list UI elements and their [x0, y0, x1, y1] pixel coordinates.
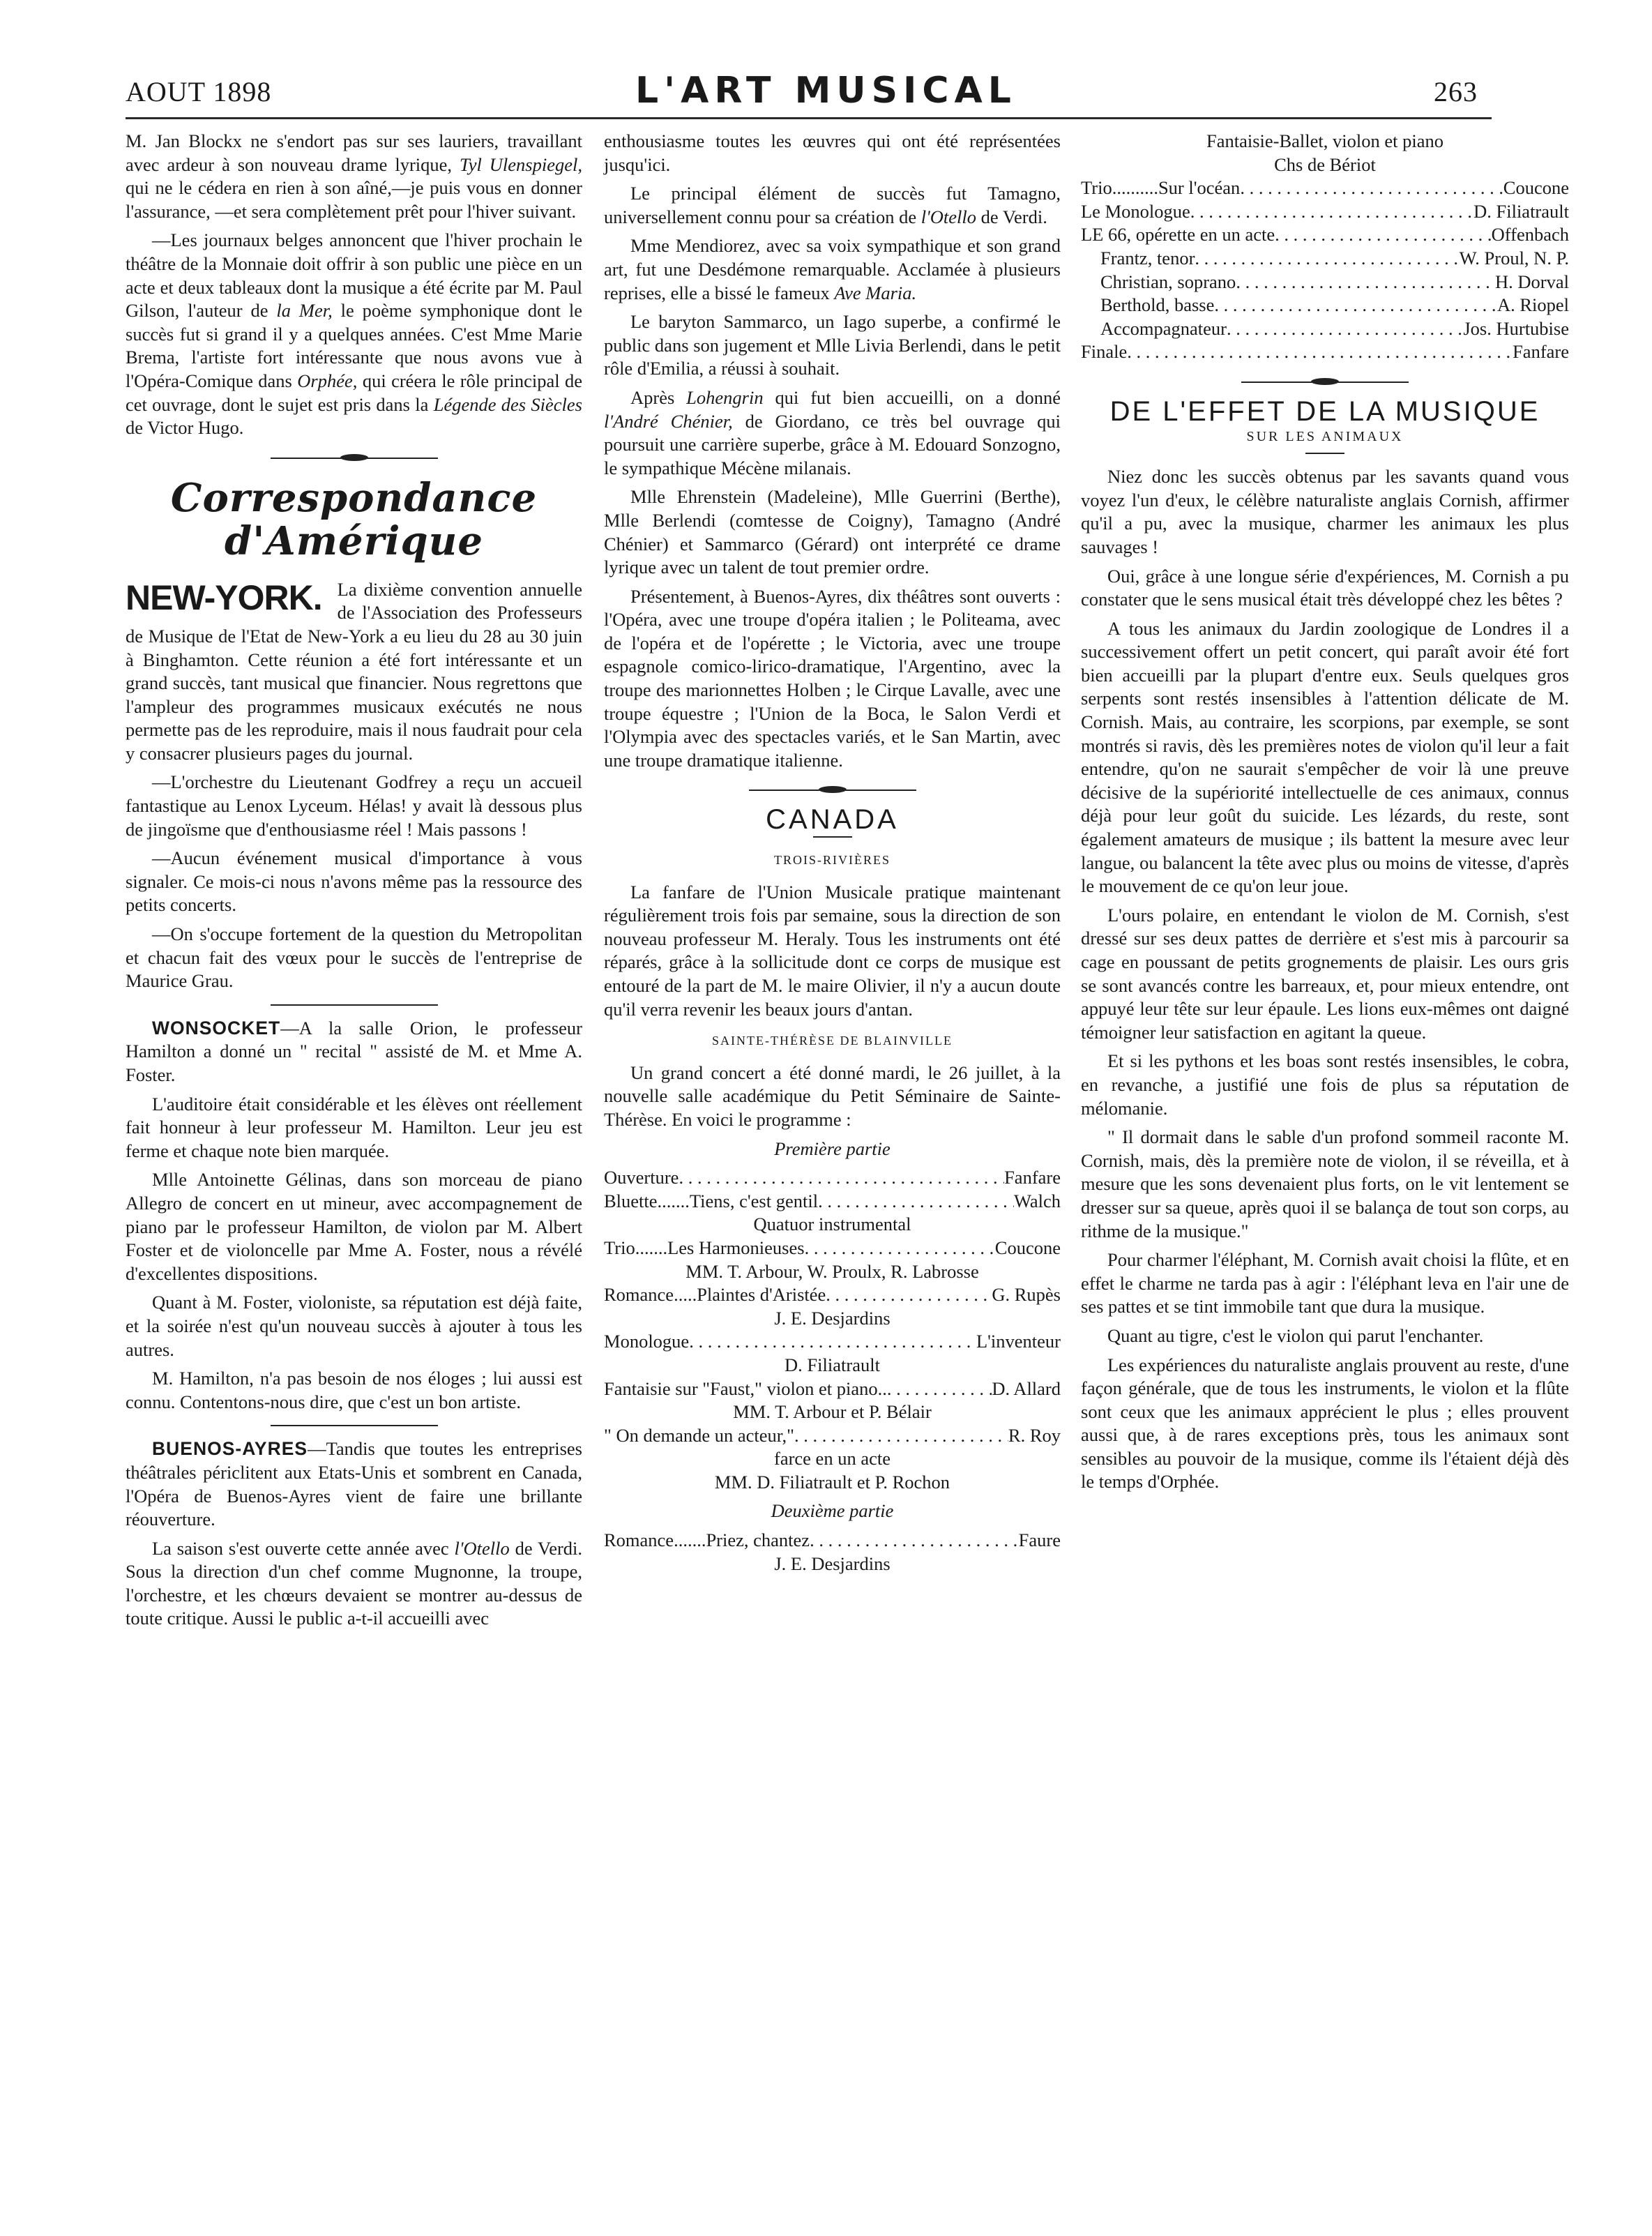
- article-subtitle: SUR LES ANIMAUX: [1246, 428, 1404, 444]
- paragraph: Présentement, à Buenos-Ayres, dix théâtres sont ouverts : l'Opéra, avec une troupe d'opéra italien ; le Politeama, avec de l'opéra et de l'opérette ; le Victoria, avec une troupe espagnole comico-lirico-dramatique, l'Argentino, avec la troupe des marionnettes Holben ; le Cirque Lavalle, avec une troupe équestre ; l'Union de la Boca, le Salon Verdi et l'Olympia avec des spectacles variés, et le San Martin, avec une troupe dramatique italienne.: [604, 585, 1061, 771]
- paragraph: —Aucun événement musical d'importance à vous signaler. Ce mois-ci nous n'avons même pas la ressource des petits concerts.: [126, 847, 582, 916]
- program-part-title: Première partie: [774, 1138, 891, 1159]
- paragraph: Mlle Antoinette Gélinas, dans son morceau de piano Allegro de concert en ut mineur, avec accompagnement de piano par le professeur Hamilton, de violon par M. Albert Foster et de violoncelle par Mme A. Foster, nous a révélé d'excellentes dispositions.: [126, 1169, 582, 1284]
- paragraph: Le baryton Sammarco, un Iago superbe, a confirmé le public dans son jugement et Mlle Livia Berlendi, dans le petit rôle d'Emilia, a réussi à souhait.: [604, 311, 1061, 379]
- program-part-title: Deuxième partie: [771, 1500, 894, 1522]
- divider: [813, 836, 852, 838]
- program-row: Frantz, tenor . . . W. Proul, N. P.: [1081, 247, 1569, 271]
- subsection-heading: TROIS-RIVIÈRES: [774, 853, 891, 868]
- article-title: DE L'EFFET DE LA MUSIQUE: [1109, 395, 1540, 427]
- paragraph: Un grand concert a été donné mardi, le 26 juillet, à la nouvelle salle académique du Petit Séminaire de Sainte-Thérèse. En voici le programme :: [604, 1062, 1061, 1130]
- paragraph: " Il dormait dans le sable d'un profond sommeil raconte M. Cornish, mais, dès la première note de violon, il se réveilla, et à mesure que les sons devenaient plus forts, on le vit lentement se dresser sur sa queue, après quoi il se balança de tout son corps, au rithme de la musique.": [1081, 1126, 1569, 1241]
- ornament-divider: [1081, 378, 1569, 386]
- paragraph: Le principal élément de succès fut Tamagno, universellement connu pour sa création de l'Otello de Verdi.: [604, 183, 1061, 227]
- page-number: 263: [1434, 76, 1478, 107]
- program-performer: Quatuor instrumental: [753, 1214, 911, 1235]
- program-performer: D. Filiatrault: [785, 1354, 880, 1375]
- paragraph: L'ours polaire, en entendant le violon de M. Cornish, s'est dressé sur ses deux pattes de derrière et s'est mis à parcourir sa cage en poussant de petits grognements de plaisir. Les ours gris se sont avancés contre les barreaux, et, pour mieux entendre, ont appuyé leur tête sur leur épaule. Les lions eux-mêmes ont daigné témoigner leur satisfaction en agitant la queue.: [1081, 904, 1569, 1043]
- paragraph: Mlle Ehrenstein (Madeleine), Mlle Guerrini (Berthe), Mlle Berlendi (comtesse de Coigny), Tamagno (André Chénier) et Sammarco (Gérard) ont interprété ce drame lyrique avec un talent de tout premier ordre.: [604, 486, 1061, 578]
- paragraph: —L'orchestre du Lieutenant Godfrey a reçu un accueil fantastique au Lenox Lyceum. Hélas! y avait là dessous plus de jingoïsme que d'enthousiasme réel ! Mais passons !: [126, 771, 582, 840]
- paragraph: Quant à M. Foster, violoniste, sa réputation est déjà faite, et la soirée n'est qu'un nouveau succès à ajouter à tous les autres.: [126, 1292, 582, 1360]
- paragraph: Niez donc les succès obtenus par les savants quand vous voyez l'un d'eux, le célèbre naturaliste anglais Cornish, affirmer qu'il a pu, avec la musique, charmer les animaux les plus sauvages !: [1081, 466, 1569, 557]
- program-row: Trio.......Les Harmonieuses . . . Coucone: [604, 1237, 1061, 1260]
- program-row: " On demande un acteur," . . . R. Roy: [604, 1424, 1061, 1448]
- paragraph: M. Hamilton, n'a pas besoin de nos éloges ; lui aussi est connu. Contentons-nous dire, que c'est un bon artiste.: [126, 1368, 582, 1412]
- paragraph: —Les journaux belges annoncent que l'hiver prochain le théâtre de la Monnaie doit offrir à son public une pièce en un acte et deux tableaux dont la musique a été écrite par M. Paul Gilson, l'auteur de la Mer, le poème symphonique dont le succès fut si grand il y a quelques années. C'est Mme Marie Brema, l'artiste fort intéressante que nous avons vue à l'Opéra-Comique dans Orphée, qui créera le rôle principal de cet ouvrage, dont le sujet est pris dans la Légende des Siècles de Victor Hugo.: [126, 229, 583, 439]
- program-row: Le Monologue . . . D. Filiatrault: [1081, 200, 1569, 224]
- ornament-divider: [604, 786, 1061, 794]
- program-performer: J. E. Desjardins: [774, 1307, 891, 1329]
- program-row: Bluette.......Tiens, c'est gentil . . . Walch: [604, 1190, 1061, 1214]
- program-row: Christian, soprano . . . H. Dorval: [1081, 271, 1569, 294]
- ornament-divider: [126, 454, 582, 462]
- paragraph: La fanfare de l'Union Musicale pratique maintenant régulièrement trois fois par semaine, sous la direction de son nouveau professeur M. Heraly. Tous les instruments ont été réparés, grâce à la sollicitude dont ce corps de musique est entouré de la part de M. le maire Olivier, il n'y a aucun doute qu'il verra revenir les beaux jours d'antan.: [604, 881, 1061, 1020]
- header-date: AOUT 1898: [126, 76, 272, 107]
- column-3: [1081, 130, 1569, 1500]
- program-row: Ouverture . . . Fanfare: [604, 1166, 1061, 1190]
- column-1: [126, 130, 582, 1636]
- paragraph: Après Lohengrin qui fut bien accueilli, on a donné l'André Chénier, de Giordano, ce très bel ouvrage qui poursuit une carrière superbe, grâce à M. Edouard Sonzogno, le sympathique Mécène milanais.: [604, 386, 1061, 478]
- paragraph: BUENOS-AYRES—Tandis que toutes les entreprises théâtrales périclitent aux Etats-Unis et sombrent en Canada, l'Opéra de Buenos-Ayres vient de faire une brillante réouverture.: [126, 1438, 582, 1530]
- header-rule: [126, 117, 1492, 119]
- program-performer: farce en un acte: [774, 1448, 891, 1470]
- program-performer: MM. D. Filiatrault et P. Rochon: [714, 1471, 950, 1493]
- program-performer: MM. T. Arbour, W. Proulx, R. Labrosse: [685, 1260, 979, 1282]
- paragraph: A tous les animaux du Jardin zoologique de Londres il a successivement offert un petit concert, qui paraît avoir été fort bien accueilli par la plupart d'entre eux. Seuls quelques gros serpents sont restés insensibles à l'attention délicate de M. Cornish. Mais, au contraire, les scorpions, par exemple, se sont montrés si ravis, dès les premières notes de violon qu'il leur a fait entendre, qu'on ne saurait s'empêcher de voir là une preuve décisive de la supériorité intellectuelle de ces animaux, connus déjà pour leur goût du suicide. Les lézards, du reste, sont également amateurs de musique ; ils battent la mesure avec leur langue, ou balancent la tête avec plus ou moins de vitesse, d'après le mouvement de ce qu'on leur joue.: [1081, 617, 1569, 897]
- program-row: Trio..........Sur l'océan . . . Coucone: [1081, 176, 1569, 200]
- program-item: Fantaisie-Ballet, violon et piano: [1206, 130, 1443, 151]
- program-row: Finale . . . Fanfare: [1081, 340, 1569, 364]
- program-composer: Chs de Bériot: [1274, 153, 1376, 175]
- paragraph: enthousiasme toutes les œuvres qui ont été représentées jusqu'ici.: [604, 130, 1061, 175]
- program-list: [604, 1166, 1061, 1494]
- divider: [271, 1425, 438, 1426]
- section-heading: CANADA: [766, 804, 899, 836]
- paragraph: —On s'occupe fortement de la question du Metropolitan et chacun fait des vœux pour le succès de l'entreprise de Maurice Grau.: [126, 923, 582, 992]
- paragraph: Les expériences du naturaliste anglais prouvent au reste, d'une façon générale, que de tous les instruments, le violon et la flûte sont ceux que les animaux apprécient le plus ; elles prouvent aussi que, à de rares exceptions près, tous les animaux sont sensibles au pouvoir de la musique, comme ils l'étaient déjà dès le temps d'Orphée.: [1081, 1354, 1569, 1493]
- column-2: [604, 130, 1061, 1576]
- program-row: Berthold, basse . . . A. Riopel: [1081, 294, 1569, 317]
- paragraph: La saison s'est ouverte cette année avec l'Otello de Verdi. Sous la direction d'un chef comme Mugnonne, la troupe, l'orchestre, et les chœurs devaient se montrer au-dessus de toute critique. Aussi le public a-t-il accueilli avec: [126, 1537, 583, 1629]
- program-row: Romance.......Priez, chantez . . . Faure: [604, 1529, 1061, 1553]
- paragraph: Et si les pythons et les boas sont restés insensibles, le cobra, en revanche, a justifié une fois de plus sa réputation de mélomanie.: [1081, 1050, 1569, 1119]
- program-row: Monologue . . . L'inventeur: [604, 1330, 1061, 1354]
- program-list: [1081, 130, 1569, 364]
- masthead-title: L'ART MUSICAL: [635, 70, 1017, 112]
- divider: [1305, 453, 1344, 454]
- paragraph: NEW-YORK. La dixième convention annuelle de l'Association des Professeurs de Musique de l'Etat de New-York a eu lieu du 28 au 30 juin à Binghamton. Cette réunion a été fort intéressante et un grand succès, tant musical que financier. Nous regrettons que l'ampleur des programmes musicaux exécutés ne nous permette pas de les reproduire, mais il nous faudrait pour cela y consacrer plusieurs pages du journal.: [126, 577, 582, 764]
- program-row: LE 66, opérette en un acte . . . Offenbach: [1081, 223, 1569, 247]
- paragraph: Mme Mendiorez, avec sa voix sympathique et son grand art, fut une Desdémone remarquable. Acclamée à plusieurs reprises, elle a bissé le fameux Ave Maria.: [604, 235, 1061, 303]
- paragraph: M. Jan Blockx ne s'endort pas sur ses lauriers, travaillant avec ardeur à son nouveau drame lyrique, Tyl Ulenspiegel, qui ne le cédera en rien à son aîné,—je puis vous en donner l'assurance, —et sera complètement prêt pour l'hiver suivant.: [126, 130, 582, 222]
- paragraph: WONSOCKET—A la salle Orion, le professeur Hamilton a donné un " recital " assisté de M. et Mme A. Foster.: [126, 1017, 582, 1085]
- city-heading: BUENOS-AYRES: [152, 1438, 308, 1460]
- subsection-heading: SAINTE-THÉRÈSE DE BLAINVILLE: [712, 1034, 953, 1048]
- city-heading: NEW-YORK.: [126, 577, 322, 617]
- paragraph: Pour charmer l'éléphant, M. Cornish avait choisi la flûte, et en effet le charme ne tarda pas à agir : l'éléphant leva en l'air une de ses pattes et se tint immobile tant que dura la musique.: [1081, 1249, 1569, 1317]
- program-row: Accompagnateur . . . Jos. Hurtubise: [1081, 317, 1569, 341]
- divider: [271, 1004, 438, 1006]
- program-performer: MM. T. Arbour et P. Bélair: [733, 1401, 932, 1423]
- city-heading: WONSOCKET: [152, 1017, 281, 1038]
- program-list: [604, 1529, 1061, 1576]
- paragraph: Oui, grâce à une longue série d'expériences, M. Cornish a pu constater que le sens musical était très développé chez les bêtes ?: [1081, 565, 1569, 610]
- paragraph: L'auditoire était considérable et les élèves ont réellement fait honneur à leur professeur M. Hamilton. Leur jeu est ferme et chaque note bien marquée.: [126, 1093, 582, 1161]
- program-row: Romance.....Plaintes d'Aristée . . . G. Rupès: [604, 1283, 1061, 1307]
- program-row: Fantaisie sur "Faust," violon et piano.. . . . D. Allard: [604, 1377, 1061, 1401]
- section-heading: Correspondance d'Amérique: [170, 474, 538, 564]
- program-performer: J. E. Desjardins: [774, 1553, 891, 1574]
- paragraph: Quant au tigre, c'est le violon qui parut l'enchanter.: [1107, 1324, 1484, 1346]
